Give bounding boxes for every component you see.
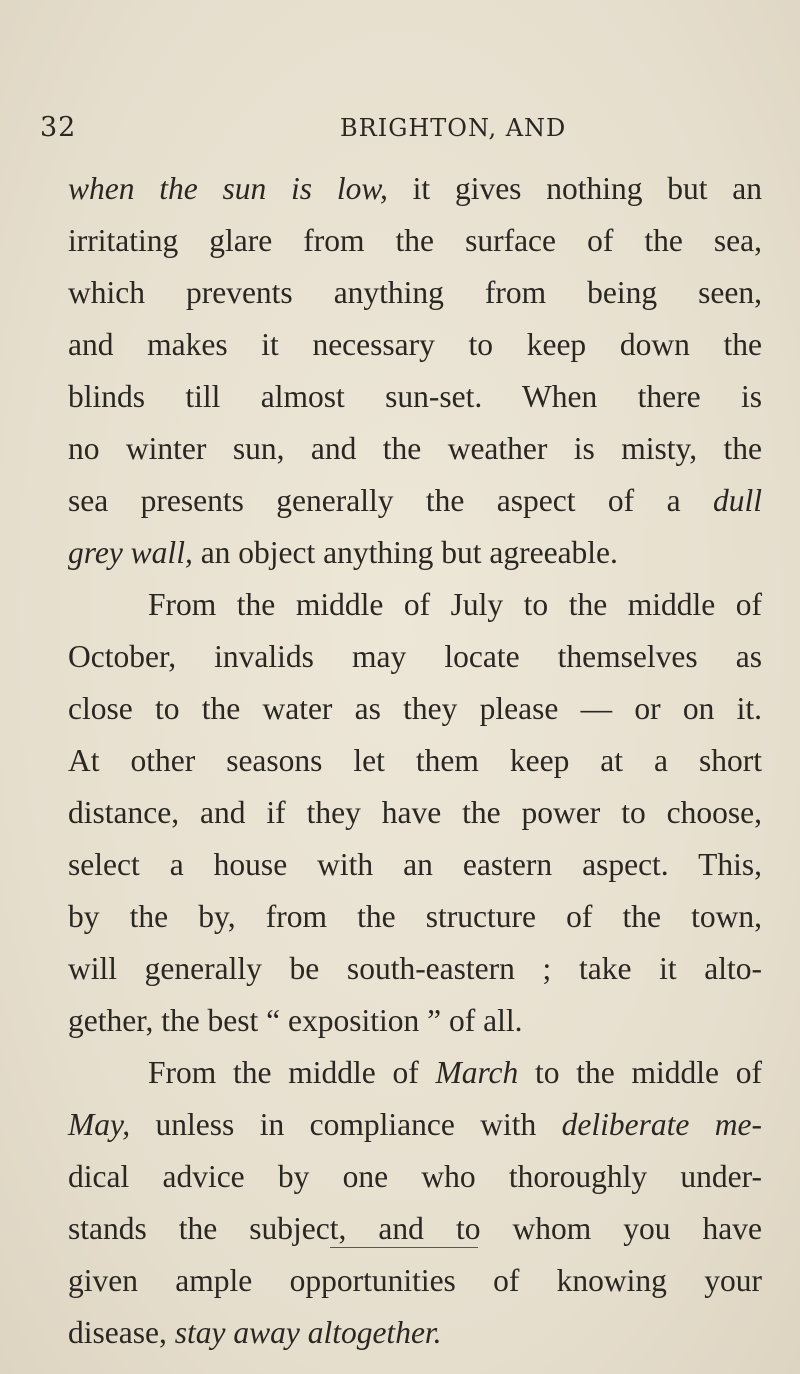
text-line: distance, and if they have the power to choose, bbox=[68, 795, 762, 830]
text-line-paragraph-start: From the middle of July to the middle of bbox=[148, 587, 762, 622]
text-line: when the sun is low, it gives nothing but an bbox=[68, 171, 762, 206]
text-line: which prevents anything from being seen, bbox=[68, 275, 762, 310]
text-line: and makes it necessary to keep down the bbox=[68, 327, 762, 362]
text-line: gether, the best “ exposition ” of all. bbox=[68, 1003, 523, 1038]
section-end-rule bbox=[330, 1247, 478, 1248]
text-line: May, unless in compliance with deliberate me- bbox=[68, 1107, 762, 1142]
text-line: stands the subject, and to whom you have bbox=[68, 1211, 762, 1246]
text-line: given ample opportunities of knowing your bbox=[68, 1263, 762, 1298]
running-head: BRIGHTON, AND bbox=[340, 114, 567, 142]
text-line: by the by, from the structure of the town, bbox=[68, 899, 762, 934]
page-number: 32 bbox=[40, 112, 77, 143]
text-line: grey wall, an object anything but agreeable. bbox=[68, 535, 618, 570]
text-line: close to the water as they please — or on it. bbox=[68, 691, 762, 726]
text-line: irritating glare from the surface of the sea, bbox=[68, 223, 762, 258]
page-header bbox=[40, 112, 760, 152]
text-line: At other seasons let them keep at a short bbox=[68, 743, 762, 778]
text-line: sea presents generally the aspect of a dull bbox=[68, 483, 762, 518]
text-line: will generally be south-eastern ; take it alto- bbox=[68, 951, 762, 986]
text-line: select a house with an eastern aspect. This, bbox=[68, 847, 762, 882]
text-line: dical advice by one who thoroughly under- bbox=[68, 1159, 762, 1194]
text-line: disease, stay away altogether. bbox=[68, 1315, 442, 1350]
text-line: no winter sun, and the weather is misty, the bbox=[68, 431, 762, 466]
text-line: October, invalids may locate themselves as bbox=[68, 639, 762, 674]
text-line-paragraph-start: From the middle of March to the middle of bbox=[148, 1055, 762, 1090]
text-line: blinds till almost sun-set. When there is bbox=[68, 379, 762, 414]
body-text bbox=[68, 163, 762, 1359]
